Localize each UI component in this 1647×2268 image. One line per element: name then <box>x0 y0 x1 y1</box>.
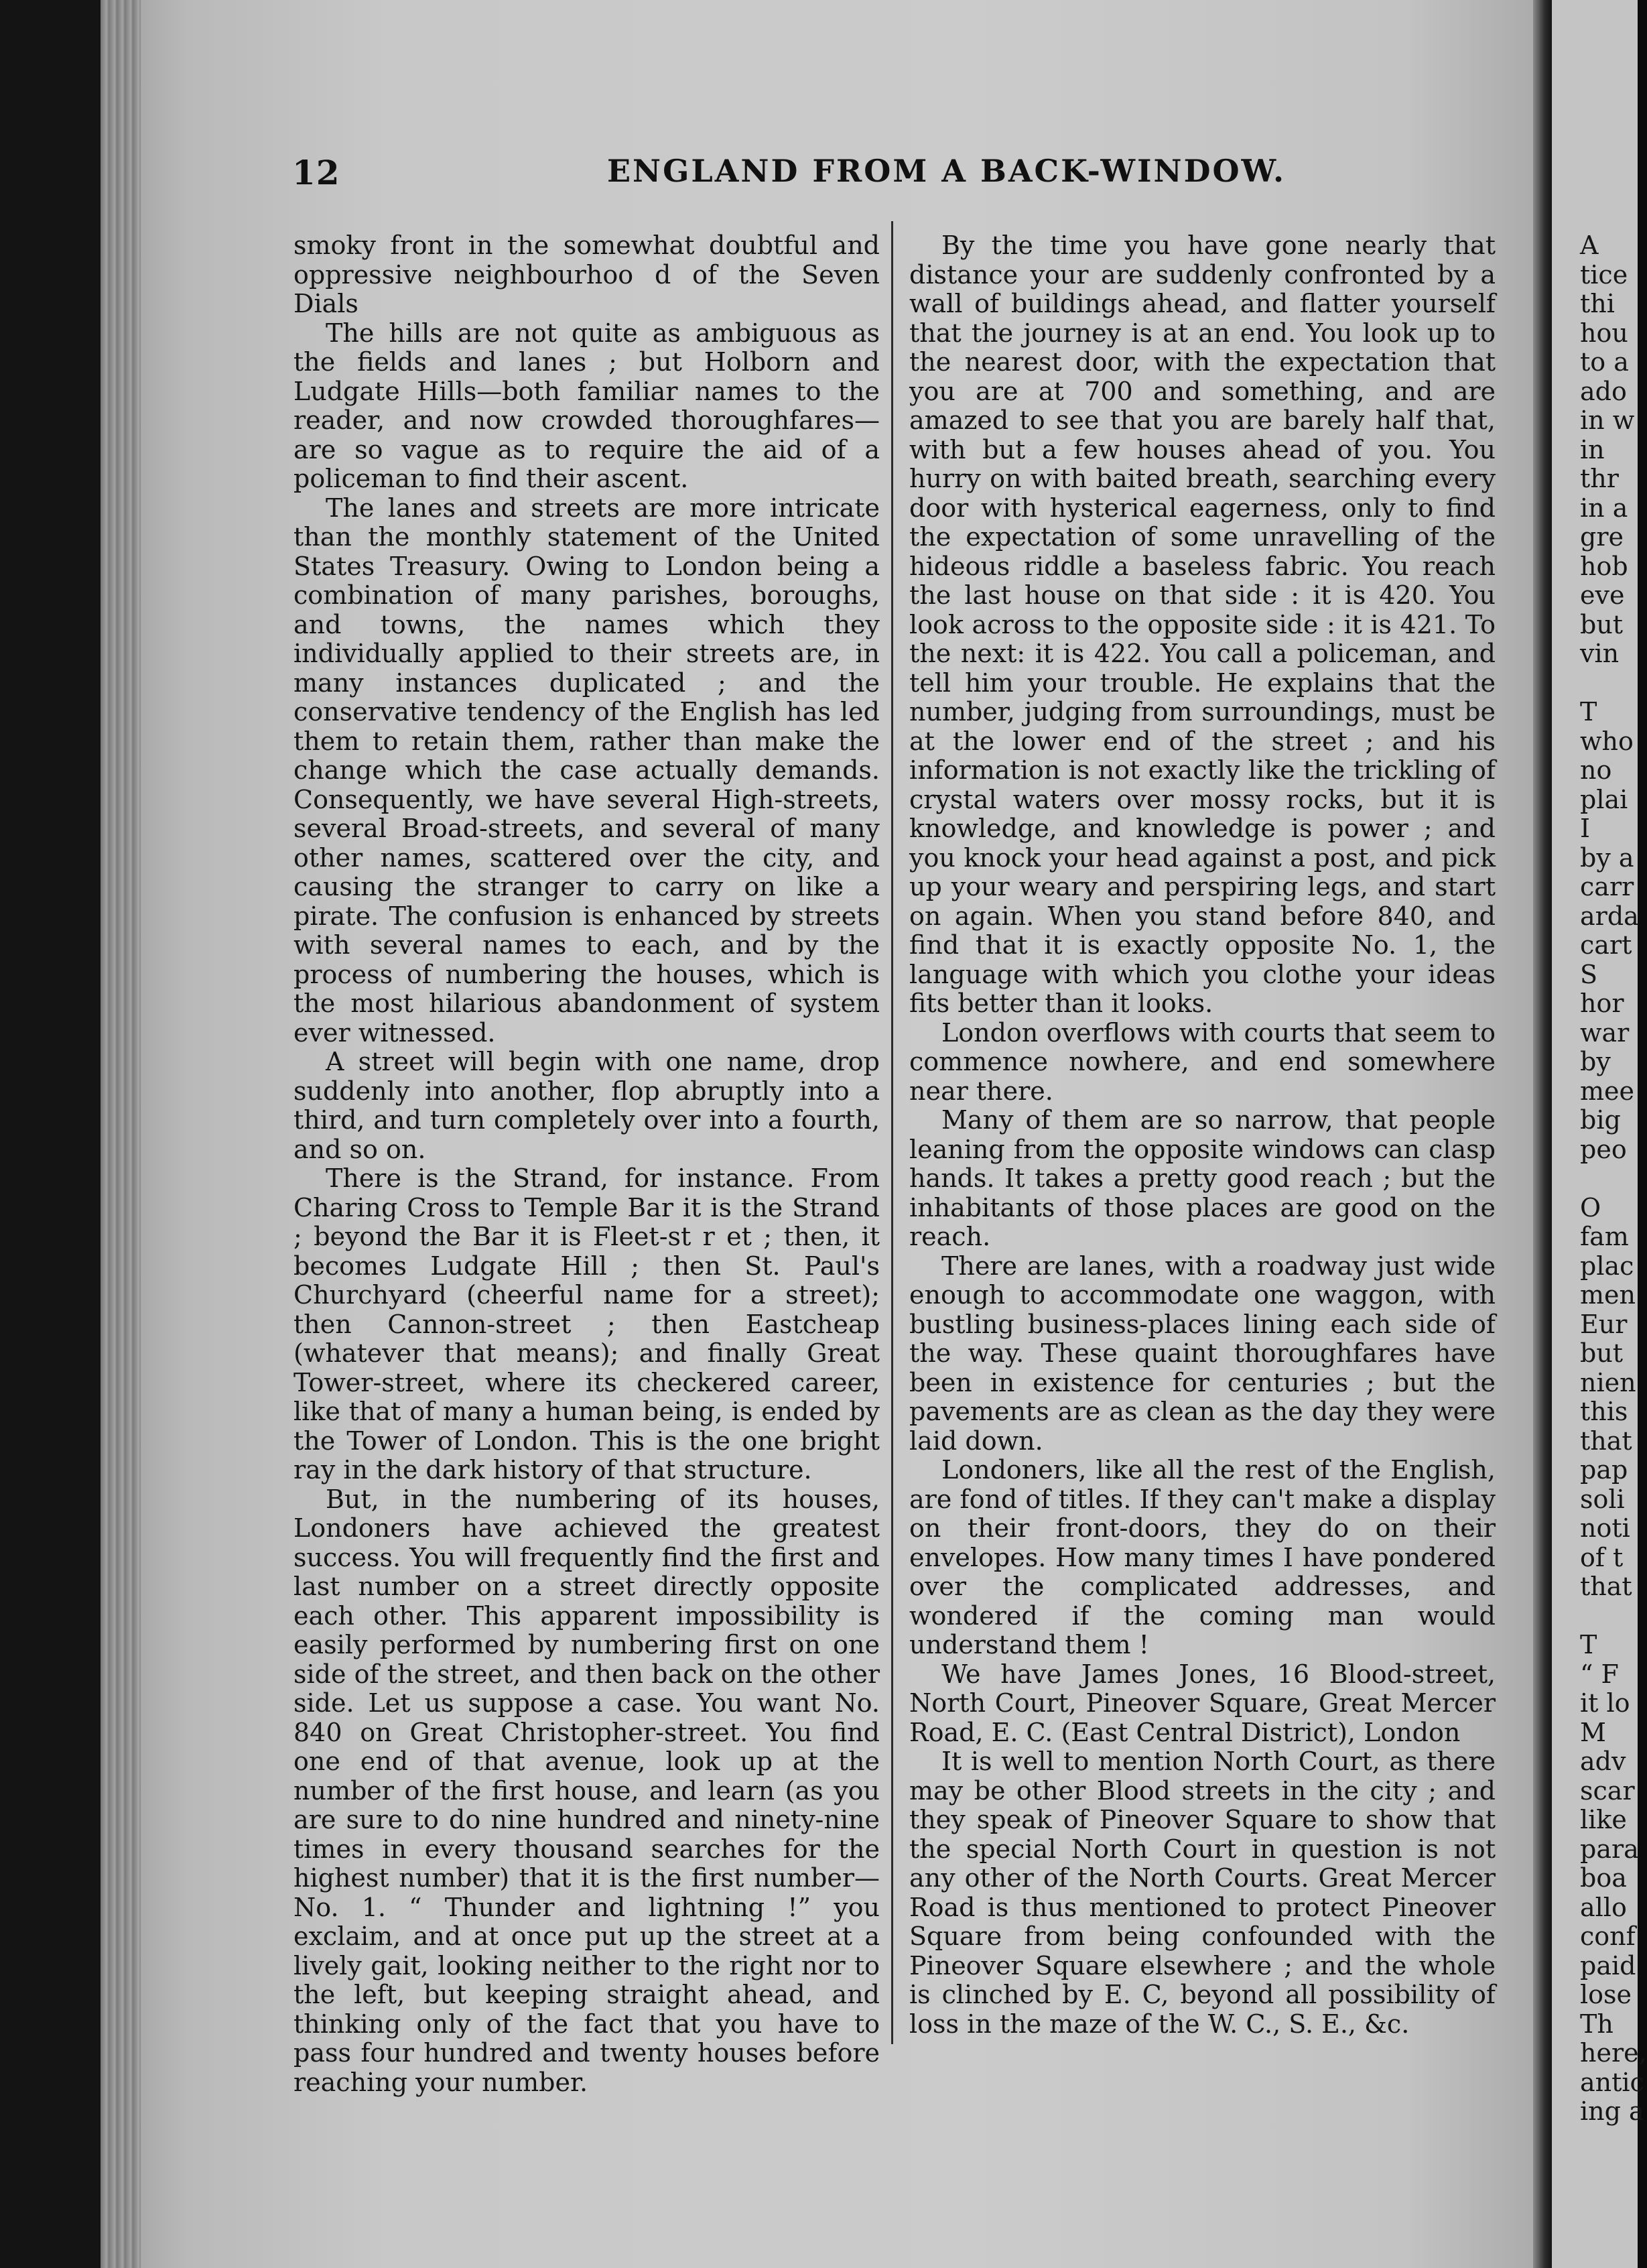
fragment-line: in a <box>1580 493 1628 523</box>
fragment-line: mee <box>1580 1076 1635 1106</box>
fragment-line: thi <box>1580 289 1615 318</box>
fragment-line: carr <box>1580 872 1634 901</box>
fragment-line: T <box>1580 1630 1597 1659</box>
fragment-line: that <box>1580 1426 1632 1456</box>
fragment-line: para <box>1580 1834 1639 1864</box>
fragment-line: men <box>1580 1280 1636 1310</box>
running-title: ENGLAND FROM A BACK-WINDOW. <box>607 153 1287 189</box>
fragment-line: hou <box>1580 318 1628 348</box>
fragment-line: in <box>1580 434 1605 464</box>
fragment-line: M <box>1580 1717 1606 1747</box>
right-column <box>909 231 1496 2039</box>
fragment-line: here, <box>1580 2038 1647 2068</box>
fragment-line: soli <box>1580 1484 1625 1514</box>
fragment-line: vin <box>1580 639 1620 668</box>
fragment-line: that <box>1580 1572 1632 1601</box>
column-rule <box>891 221 893 2044</box>
fragment-line: who <box>1580 726 1634 756</box>
fragment-line: T <box>1580 697 1597 727</box>
paragraph: We have James Jones, 16 Blood-street, North Court, Pineover Square, Great Mercer Road, E. C. (East Central District), London <box>909 1659 1496 1747</box>
fragment-line: like <box>1580 1805 1627 1834</box>
paragraph: By the time you have gone nearly that distance your are suddenly confronted by a wall of buildings ahead, and flatter yourself that the journey is at an end. You look up to the nearest door, with the expectation that you are at 700 and something, and are amazed to see that you are barely half that, with but a few houses ahead of you. You hurry on with baited breath, searching every door with hysterical eagerness, only to find the expectation of some unravelling of the hideous riddle a baseless fabric. You reach the last house on that side : it is 420. You look across to the opposite side : it is 421. To the next: it is 422. You call a policeman, and tell him your trouble. He explains that the number, judging from surroundings, must be at the lower end of the street ; and his information is not exactly like the trickling of crystal waters over mossy rocks, but it is knowledge, and knowledge is power ; and you knock your head against a post, and pick up your weary and perspiring legs, and start on again. When you stand before 840, and find that it is exactly opposite No. 1, the language with which you clothe your ideas fits better than it looks. <box>909 231 1496 1018</box>
fragment-line: war <box>1580 1017 1630 1048</box>
fragment-line <box>1580 1164 1647 1194</box>
fragment-line: hor <box>1580 989 1624 1018</box>
fragment-line: this <box>1580 1397 1628 1426</box>
gutter-shadow <box>1533 0 1553 2268</box>
paragraph: A street will begin with one name, drop suddenly into another, flop abruptly into a third, and turn completely over into a fourth, and so on. <box>293 1047 880 1164</box>
fragment-line: by <box>1580 1047 1611 1076</box>
paragraph: There are lanes, with a roadway just wide enough to accommodate one waggon, with bustling business-places lining each side of the way. These quaint thoroughfares have been in existence for centuries ; but the pavements are as clean as the day they were laid down. <box>909 1251 1496 1456</box>
paragraph: There is the Strand, for instance. From Charing Cross to Temple Bar it is the Strand ; beyond the Bar it is Fleet-st r et ; then, it becomes Ludgate Hill ; then St. Paul's Churchyard (cheerful name for a street); then Cannon-street ; then Eastcheap (whatever that means); and finally Great Tower-street, where its checkered career, like that of many a human being, is ended by the Tower of London. This is the one bright ray in the dark history of that structure. <box>293 1163 880 1485</box>
fragment-line: no <box>1580 755 1612 785</box>
left-column <box>293 231 880 2097</box>
fragment-line: plac <box>1580 1251 1634 1281</box>
fragment-line: Th <box>1580 2009 1613 2039</box>
fragment-line: thr <box>1580 464 1619 493</box>
fragment-line: by a <box>1580 842 1634 873</box>
fragment-line: nien <box>1580 1367 1636 1397</box>
fragment-line: in w <box>1580 405 1635 435</box>
fragment-line: ing a <box>1580 2096 1644 2126</box>
paragraph: It is well to mention North Court, as there may be other Blood streets in the city ; and they speak of Pineover Square to show that the special North Court in question is not any other of the North Courts. Great Mercer Road is thus mentioned to protect Pineover Square from being confounded with the Pineover Square elsewhere ; and the whole is clinched by E. C, beyond all possibility of loss in the maze of the W. C., S. E., &c. <box>909 1747 1496 2039</box>
paragraph: But, in the numbering of its houses, Londoners have achieved the greatest success. You will frequently find the first and last number on a street directly opposite each other. This apparent impossibility is easily performed by numbering first on one side of the street, and then back on the other side. Let us suppose a case. You want No. 840 on Great Christopher-street. You find one end of that avenue, look up at the number of the first house, and learn (as you are sure to do nine hundred and ninety-nine times in every thousand searches for the highest number) that it is the first number—No. 1. “ Thunder and lightning !” you exclaim, and at once put up the street at a lively gait, looking neither to the right nor to the left, but keeping straight ahead, and thinking only of the fact that you have to pass four hundred and twenty houses before reaching your number. <box>293 1484 880 2097</box>
fragment-line: it lo <box>1580 1688 1630 1718</box>
paragraph: The hills are not quite as ambiguous as the fields and lanes ; but Holborn and Ludgate Hills—both familiar names to the reader, and now crowded thoroughfares—are so vague as to require the aid of a policeman to find their ascent. <box>293 318 880 493</box>
facing-page-fragments <box>1580 231 1647 2127</box>
fragment-line: S <box>1580 959 1598 989</box>
fragment-line: gre <box>1580 522 1624 552</box>
fragment-line: ado <box>1580 376 1627 406</box>
paragraph: The lanes and streets are more intricate than the monthly statement of the United States Treasury. Owing to London being a combination of many parishes, boroughs, and towns, the names which they individually applied to their streets are, in many instances duplicated ; and the conservative tendency of the English has led them to retain them, rather than make the change which the case actually demands. Consequently, we have several High-streets, several Broad-streets, and several of many other names, scattered over the city, and causing the stranger to carry on like a pirate. The confusion is enhanced by streets with several names to each, and by the process of numbering the houses, which is the most hilarious abandonment of system ever witnessed. <box>293 493 880 1048</box>
fragment-line: “ F <box>1580 1659 1619 1689</box>
fragment-line: to a <box>1580 347 1629 377</box>
fragment-line: adv <box>1580 1747 1626 1776</box>
fragment-line: O <box>1580 1192 1601 1222</box>
fragment-line: conf <box>1580 1922 1636 1951</box>
fragment-line: hob <box>1580 551 1628 581</box>
paragraph: smoky front in the somewhat doubtful and oppressive neighbourhoo d of the Seven Dials <box>293 231 880 318</box>
fragment-line: eve <box>1580 580 1625 610</box>
fragment-line: but <box>1580 609 1624 639</box>
fragment-line: Eur <box>1580 1309 1628 1339</box>
fragment-line: plai <box>1580 784 1628 814</box>
fragment-line: boa <box>1580 1863 1627 1893</box>
page-edges <box>101 0 141 2268</box>
fragment-line: arda <box>1580 901 1639 931</box>
fragment-line: scar <box>1580 1775 1635 1806</box>
fragment-line: cart <box>1580 930 1632 960</box>
fragment-line: paid <box>1580 1950 1636 1980</box>
paragraph: London overflows with courts that seem to commence nowhere, and end somewhere near there. <box>909 1017 1496 1106</box>
fragment-line: tice <box>1580 259 1628 290</box>
page-number: 12 <box>292 153 340 192</box>
paragraph: Many of them are so narrow, that people leaning from the opposite windows can clasp hands. It takes a pretty good reach ; but the inhabitants of those places are good on the reach. <box>909 1105 1496 1251</box>
fragment-line: antic <box>1580 2067 1644 2097</box>
fragment-line: lose <box>1580 1980 1632 2009</box>
fragment-line <box>1580 669 1647 698</box>
fragment-line: I <box>1580 814 1591 843</box>
fragment-line: fam <box>1580 1222 1629 1251</box>
fragment-line: noti <box>1580 1513 1630 1543</box>
paragraph: Londoners, like all the rest of the English, are fond of titles. If they can't make a display on their front-doors, they do on their envelopes. How many times I have pondered over the complicated addresses, and wondered if the coming man would understand them ! <box>909 1455 1496 1659</box>
fragment-line: A <box>1580 231 1599 260</box>
fragment-line: pap <box>1580 1455 1628 1485</box>
fragment-line: of t <box>1580 1542 1624 1572</box>
page-header <box>292 153 1565 200</box>
fragment-line: big <box>1580 1105 1621 1135</box>
fragment-line: but <box>1580 1338 1624 1368</box>
fragment-line: allo <box>1580 1892 1627 1922</box>
fragment-line <box>1580 1602 1647 1631</box>
fragment-line: peo <box>1580 1134 1627 1164</box>
